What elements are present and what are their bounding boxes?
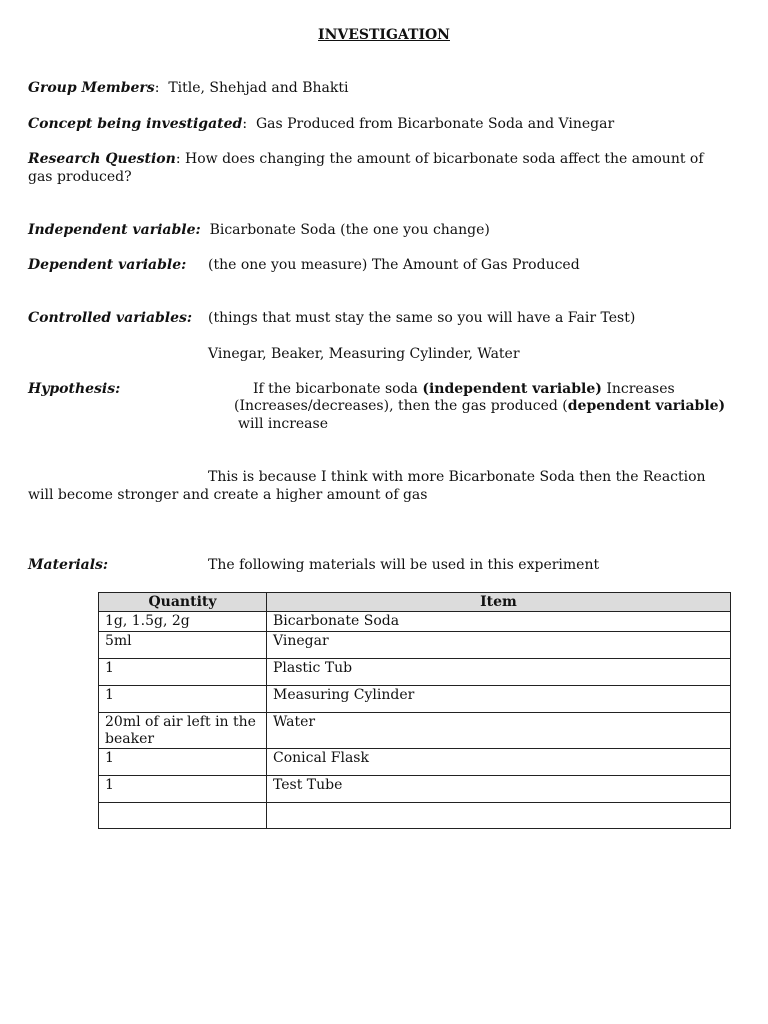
independent-variable-value: Bicarbonate Soda (the one you change) [209,222,490,238]
table-row [99,776,731,803]
research-question-line2: gas produced? [28,169,132,185]
quantity-cell: 1g, 1.5g, 2g [99,612,267,632]
table-row [99,632,731,659]
materials-label: Materials: [28,557,109,573]
table-row [99,612,731,632]
hypothesis-reason-line1: This is because I think with more Bicarbonate Soda then the Reaction [208,469,706,485]
group-members-label: Group Members [28,80,155,96]
quantity-cell: 1 [99,686,267,713]
concept-line: Concept being investigated: Gas Produced from Bicarbonate Soda and Vinegar [28,116,615,132]
group-members-line: Group Members: Title, Shehjad and Bhakti [28,80,349,96]
controlled-variables-list: Vinegar, Beaker, Measuring Cylinder, Water [208,346,520,362]
item-cell: Water [267,713,731,749]
table-row [99,686,731,713]
item-cell: Measuring Cylinder [267,686,731,713]
table-row [99,659,731,686]
dependent-variable-label: Dependent variable: [28,257,187,273]
independent-variable-emphasis: (independent variable) [422,381,602,397]
independent-variable-label: Independent variable: [28,222,201,238]
item-cell: Test Tube [267,776,731,803]
concept-value: Gas Produced from Bicarbonate Soda and Vinegar [255,116,615,132]
item-cell: Conical Flask [267,749,731,776]
item-cell: Bicarbonate Soda [267,612,731,632]
materials-table-header [99,593,731,612]
item-cell: Plastic Tub [267,659,731,686]
quantity-header: Quantity [99,593,267,612]
hypothesis-line2: (Increases/decreases), then the gas produced (dependent variable) [234,398,726,414]
quantity-cell: 20ml of air left in the beaker [99,713,267,749]
table-row [99,749,731,776]
hypothesis-line3: will increase [238,416,328,432]
item-cell: Vinegar [267,632,731,659]
table-row [99,713,731,749]
dependent-variable-value: (the one you measure) The Amount of Gas Produced [208,257,580,273]
table-row [99,803,731,829]
item-header: Item [267,593,731,612]
materials-intro: The following materials will be used in this experiment [208,557,600,573]
hypothesis-label: Hypothesis: [28,381,121,397]
concept-label: Concept being investigated [28,116,243,132]
dependent-variable-emphasis: dependent variable) [567,398,726,414]
hypothesis-reason-line2: will become stronger and create a higher amount of gas [28,487,428,503]
controlled-variables-label: Controlled variables: [28,310,193,326]
quantity-cell: 5ml [99,632,267,659]
quantity-cell [99,803,267,829]
hypothesis-line1: If the bicarbonate soda (independent variable) Increases [253,381,675,397]
research-question-line: Research Question: How does changing the amount of bicarbonate soda affect the amount of [28,151,704,167]
quantity-cell: 1 [99,659,267,686]
item-cell [267,803,731,829]
document-title: INVESTIGATION [318,27,450,43]
quantity-cell: 1 [99,749,267,776]
group-members-value: Title, Shehjad and Bhakti [168,80,349,96]
materials-table [98,592,731,829]
research-question-label: Research Question [28,151,176,167]
independent-variable-line [28,222,490,239]
quantity-cell: 1 [99,776,267,803]
controlled-variables-value: (things that must stay the same so you will have a Fair Test) [208,310,636,326]
research-question-value: How does changing the amount of bicarbonate soda affect the amount of [185,151,704,167]
